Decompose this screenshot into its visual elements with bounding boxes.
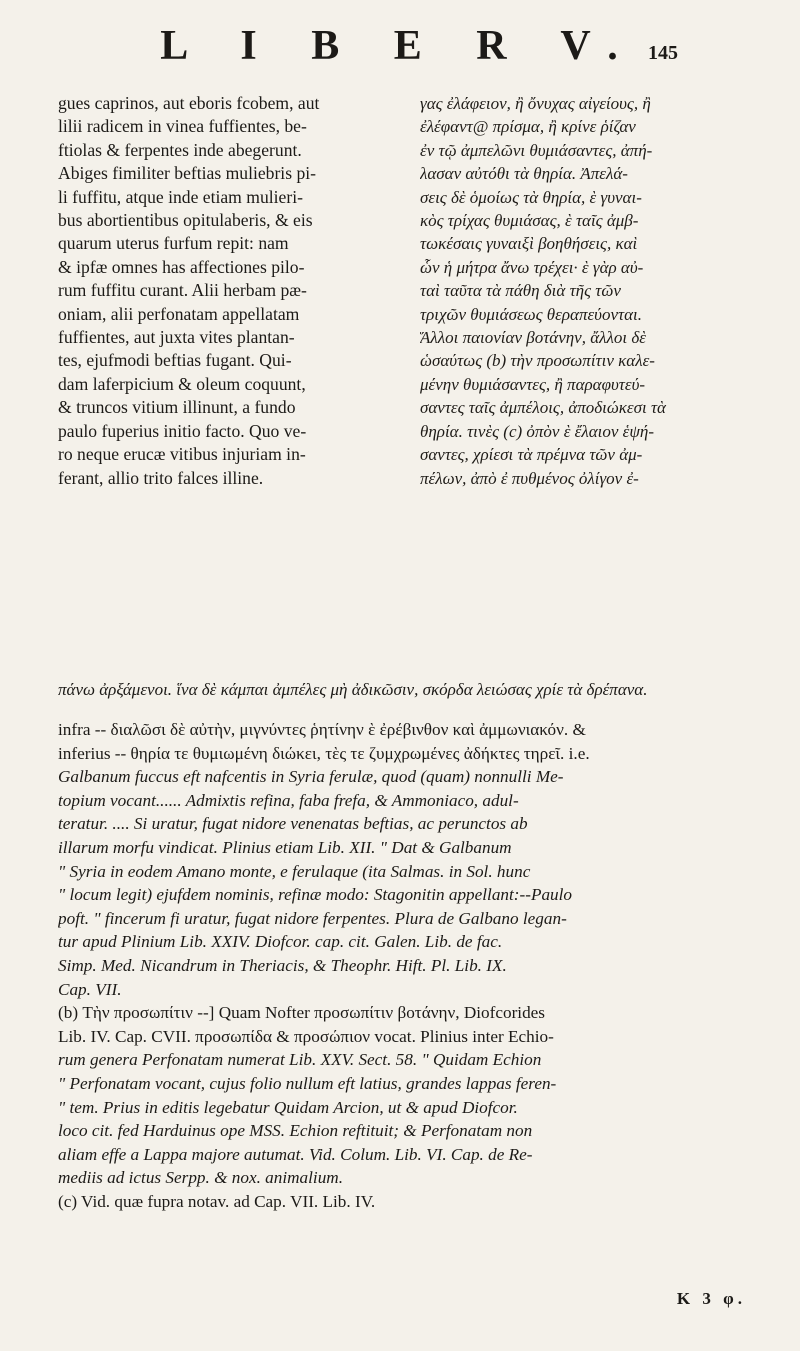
note-line: " Perfonatam vocant, cujus folio nullum eft latius, grandes lappas feren- bbox=[58, 1073, 557, 1093]
greek-line: σαντες ταῖς ἀμπέλοις, ἀποδιώκεσι τὰ bbox=[420, 398, 666, 418]
latin-line: gues caprinos, aut eboris fcobem, aut bbox=[58, 93, 320, 113]
note-line: (c) Vid. quæ fupra notav. ad Cap. VII. Lib. IV. bbox=[58, 1191, 376, 1211]
note-line: Lib. IV. Cap. CVII. προσωπίδα & προσώπιον vocat. Plinius inter Echio- bbox=[58, 1026, 554, 1046]
latin-line: & truncos vitium illinunt, a fundo bbox=[58, 397, 296, 418]
latin-line: li fuffitu, atque inde etiam mulieri- bbox=[58, 186, 303, 207]
latin-column bbox=[58, 92, 404, 490]
greek-line: μένην θυμιάσαντες, ἢ παραφυτεύ- bbox=[420, 374, 646, 394]
greek-line: ἐλέφαντ@ πρίσμα, ἢ κρίνε ῥίζαν bbox=[420, 117, 636, 137]
greek-line: ταὶ ταῦτα τὰ πάθη διὰ τῆς τῶν bbox=[420, 281, 621, 301]
greek-line: γας ἐλάφειον, ἢ ὄνυχας αἰγείους, ἢ bbox=[420, 94, 651, 113]
latin-line: rum fuffitu curant. Alii herbam pæ- bbox=[58, 280, 307, 301]
greek-line: τωκέσαις γυναιξὶ βοηθήσεις, καὶ bbox=[420, 234, 638, 254]
footnotes bbox=[58, 718, 758, 1213]
latin-line: ro neque erucæ vitibus injuriam in- bbox=[58, 444, 306, 465]
note-line: inferius -- θηρία τε θυμιωμένη διώκει, τὲς τε ζυμχρωμένες ἀδήκτες τηρεῖ. i.e. bbox=[58, 743, 590, 763]
latin-line: ferant, allio trito falces illine. bbox=[58, 467, 264, 488]
note-line: mediis ad ictus Serpp. & nox. animalium. bbox=[58, 1168, 344, 1188]
note-line: " Syria in eodem Amano monte, e ferulaque (ita Salmas. in Sol. hunc bbox=[58, 861, 531, 881]
latin-line: Abiges fimiliter beftias muliebris pi- bbox=[58, 163, 316, 184]
latin-line: ftiolas & ferpentes inde abegerunt. bbox=[58, 139, 302, 160]
page-number: 145 bbox=[648, 42, 678, 64]
note-line: (b) Τὴν προσωπίτιν --] Quam Nofter προσωπίτιν βοτάνην, Diofcorides bbox=[58, 1003, 545, 1023]
note-line: infra -- διαλῶσι δὲ αὐτὴν, μιγνύντες ῥητίνην ὲ ἐρέβινθον καὶ ἀμμωνιακόν. & bbox=[58, 720, 586, 739]
note-line: Galbanum fuccus eft nafcentis in Syria ferulæ, quod (quam) nonnulli Me- bbox=[58, 767, 564, 787]
greek-line: Ἄλλοι παιονίαν βοτάνην, ἄλλοι δὲ bbox=[420, 328, 646, 348]
greek-line: ὡσαύτως (b) τὴν προσωπίτιν καλε- bbox=[420, 351, 655, 371]
note-line: " tem. Prius in editis legebatur Quidam Arcion, ut & apud Diofcor. bbox=[58, 1097, 518, 1117]
note-line: teratur. .... Si uratur, fugat nidore venenatas beftias, ac perunctos ab bbox=[58, 814, 528, 834]
note-line: " locum legit) ejufdem nominis, refinæ modo: Stagonitin appellant:--Paulo bbox=[58, 885, 573, 905]
note-line: rum genera Perfonatam numerat Lib. XXV. Sect. 58. " Quidam Echion bbox=[58, 1050, 542, 1070]
latin-line: fuffientes, aut juxta vites plantan- bbox=[58, 327, 295, 348]
note-line: aliam effe a Lappa majore autumat. Vid. Colum. Lib. VI. Cap. de Re- bbox=[58, 1144, 533, 1164]
greek-line: τριχῶν θυμιάσεως θεραπεύονται. bbox=[420, 304, 642, 324]
greek-column bbox=[420, 92, 750, 490]
greek-line: θηρία. τινὲς (c) ὀπὸν ὲ ἔλαιον ἑψή- bbox=[420, 421, 655, 441]
greek-line: πέλων, ἀπὸ ἐ πυθμένος ὀλίγον ἐ- bbox=[420, 468, 639, 488]
latin-line: bus abortientibus opitulaberis, & eis bbox=[58, 210, 313, 231]
note-line: topium vocant...... Admixtis refina, faba frefa, & Ammoniaco, adul- bbox=[58, 790, 519, 810]
latin-line: lilii radicem in vinea fuffientes, be- bbox=[58, 116, 307, 137]
note-line: tur apud Plinium Lib. XXIV. Diofcor. cap. cit. Galen. Lib. de fac. bbox=[58, 932, 503, 952]
note-line: illarum morfu vindicat. Plinius etiam Lib. XII. " Dat & Galbanum bbox=[58, 837, 512, 857]
signature-mark: K 3 φ. bbox=[676, 1289, 746, 1308]
greek-line: σαντες, χρίεσι τὰ πρέμνα τῶν ἀμ- bbox=[420, 445, 643, 465]
note-line: loco cit. fed Harduinus ope MSS. Echion reftituit; & Perfonatam non bbox=[58, 1121, 533, 1141]
latin-line: & ipfæ omnes has affectiones pilo- bbox=[58, 256, 305, 277]
greek-line: σεις δὲ ὁμοίως τὰ θηρία, ὲ γυναι- bbox=[420, 187, 642, 207]
greek-line: λασαν αὐτόθι τὰ θηρία. Ἀπελά- bbox=[420, 164, 628, 184]
greek-continuation: πάνω ἀρξάμενοι. ἵνα δὲ κάμπαι ἀμπέλες μὴ ἀδικῶσιν, σκόρδα λειώσας χρίε τὰ δρέπανα. bbox=[58, 680, 648, 699]
note-line: Simp. Med. Nicandrum in Theriacis, & Theophr. Hift. Pl. Lib. IX. bbox=[58, 955, 507, 975]
latin-line: tes, ejufmodi beftias fugant. Qui- bbox=[58, 350, 292, 371]
greek-line: κὸς τρίχας θυμιάσας, ὲ ταῖς ἀμβ- bbox=[420, 211, 639, 231]
note-line: Cap. VII. bbox=[58, 979, 122, 999]
running-header: L I B E R V. bbox=[160, 23, 640, 69]
latin-line: dam laferpicium & oleum coquunt, bbox=[58, 373, 306, 394]
latin-line: quarum uterus furfum repit: nam bbox=[58, 233, 289, 254]
latin-line: paulo fuperius initio facto. Quo ve- bbox=[58, 420, 307, 441]
greek-line: ἐν τῷ ἀμπελῶνι θυμιάσαντες, ἀπή- bbox=[420, 140, 653, 160]
greek-line: ὧν ἡ μήτρα ἄνω τρέχει· ὲ γὰρ αὐ- bbox=[420, 257, 644, 277]
latin-line: oniam, alii perfonatam appellatam bbox=[58, 303, 300, 324]
note-line: poft. " fincerum fi uratur, fugat nidore ferpentes. Plura de Galbano legan- bbox=[58, 908, 567, 928]
